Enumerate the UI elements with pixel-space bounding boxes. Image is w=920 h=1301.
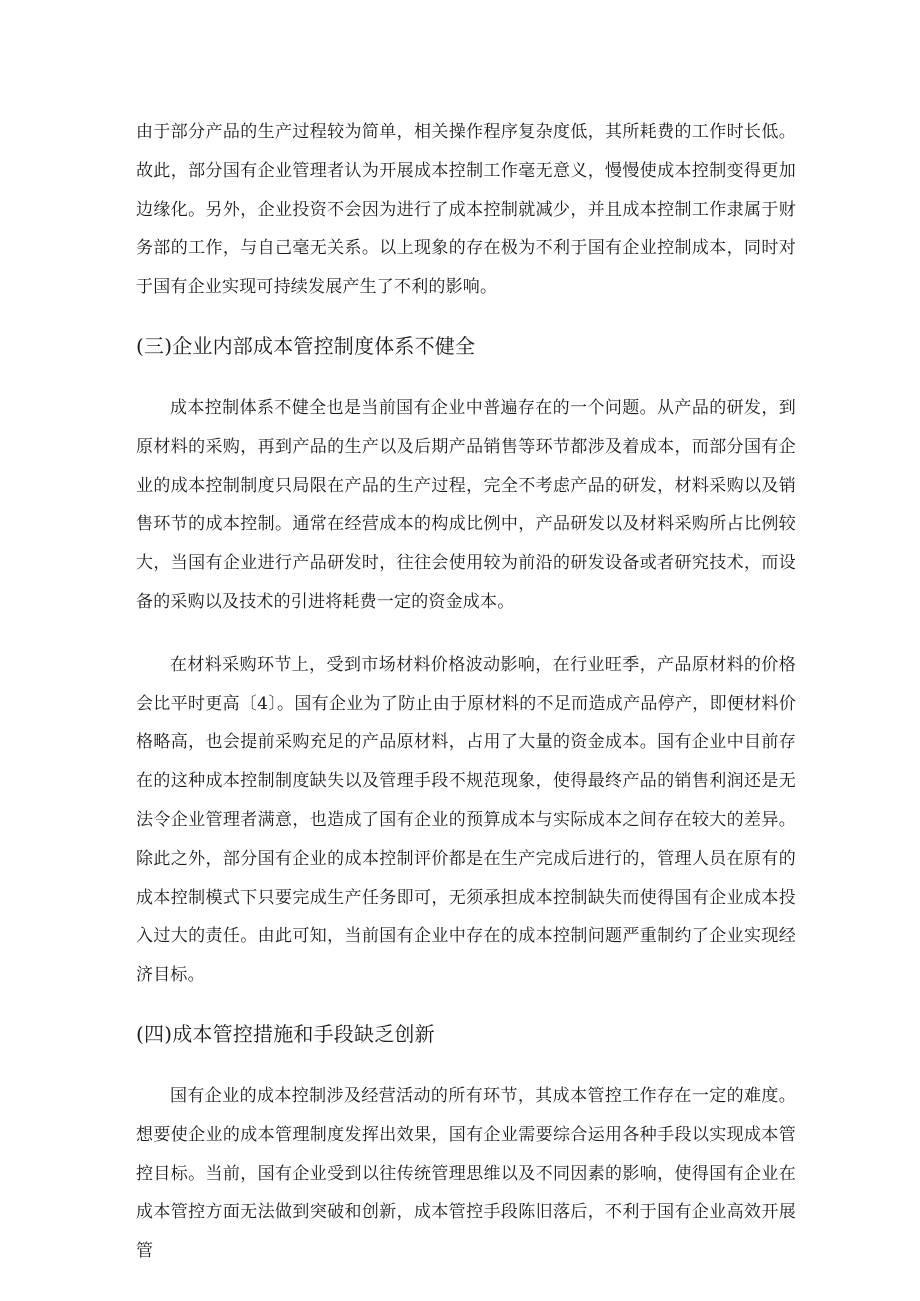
- spacer: [136, 995, 796, 1019]
- paragraph-material-procurement: 在材料采购环节上，受到市场材料价格波动影响，在行业旺季，产品原材料的价格会比平时更高〔4〕。国有企业为了防止由于原材料的不足而造成产品停产，即便材料价格略高，也会提前采购充足的产品原材料，占用了大量的资金成本。国有企业中目前存在的这种成本控制制度缺失以及管理手段不规范现象，使得最终产品的销售利润还是无法令企业管理者满意，也造成了国有企业的预算成本与实际成本之间存在较大的差异。除此之外，部分国有企业的成本控制评价都是在生产完成后进行的，管理人员在原有的成本控制模式下只要完成生产任务即可，无须承担成本控制缺失而使得国有企业成本投入过大的责任。由此可知，当前国有企业中存在的成本控制问题严重制约了企业实现经济目标。: [136, 654, 796, 986]
- spacer: [136, 307, 796, 331]
- paragraph-control-system-incomplete: 成本控制体系不健全也是当前国有企业中普遍存在的一个问题。从产品的研发，到原材料的采购，再到产品的生产以及后期产品销售等环节都涉及着成本，而部分国有企业的成本控制制度只局限在产品的生产过程，完全不考虑产品的研发，材料采购以及销售环节的成本控制。通常在经营成本的构成比例中，产品研发以及材料采购所占比例较大，当国有企业进行产品研发时，往往会使用较为前沿的研发设备或者研究技术，而设备的采购以及技术的引进将耗费一定的资金成本。: [136, 397, 796, 612]
- section-heading-3: (三)企业内部成本管控制度体系不健全: [136, 333, 476, 358]
- paragraph-cost-control-marginalized: 由于部分产品的生产过程较为简单，相关操作程序复杂度低，其所耗费的工作时长低。故此，部分国有企业管理者认为开展成本控制工作毫无意义，慢慢使成本控制变得更加边缘化。另外，企业投资不会因为进行了成本控制就减少，并且成本控制工作隶属于财务部的工作，与自己毫无关系。以上现象的存在极为不利于国有企业控制成本，同时对于国有企业实现可持续发展产生了不利的影响。: [136, 122, 796, 298]
- spacer: [136, 1049, 796, 1077]
- document-body: [136, 113, 796, 1271]
- spacer: [136, 622, 796, 646]
- section-heading-4: (四)成本管控措施和手段缺乏创新: [136, 1021, 435, 1046]
- paragraph-lack-of-innovation: 国有企业的成本控制涉及经营活动的所有环节，其成本管控工作存在一定的难度。想要使企业的成本管理制度发挥出效果，国有企业需要综合运用各种手段以实现成本管控目标。当前，国有企业受到以往传统管理思维以及不同因素的影响，使得国有企业在成本管控方面无法做到突破和创新，成本管控手段陈旧落后，不利于国有企业高效开展管: [136, 1085, 796, 1262]
- spacer: [136, 361, 796, 389]
